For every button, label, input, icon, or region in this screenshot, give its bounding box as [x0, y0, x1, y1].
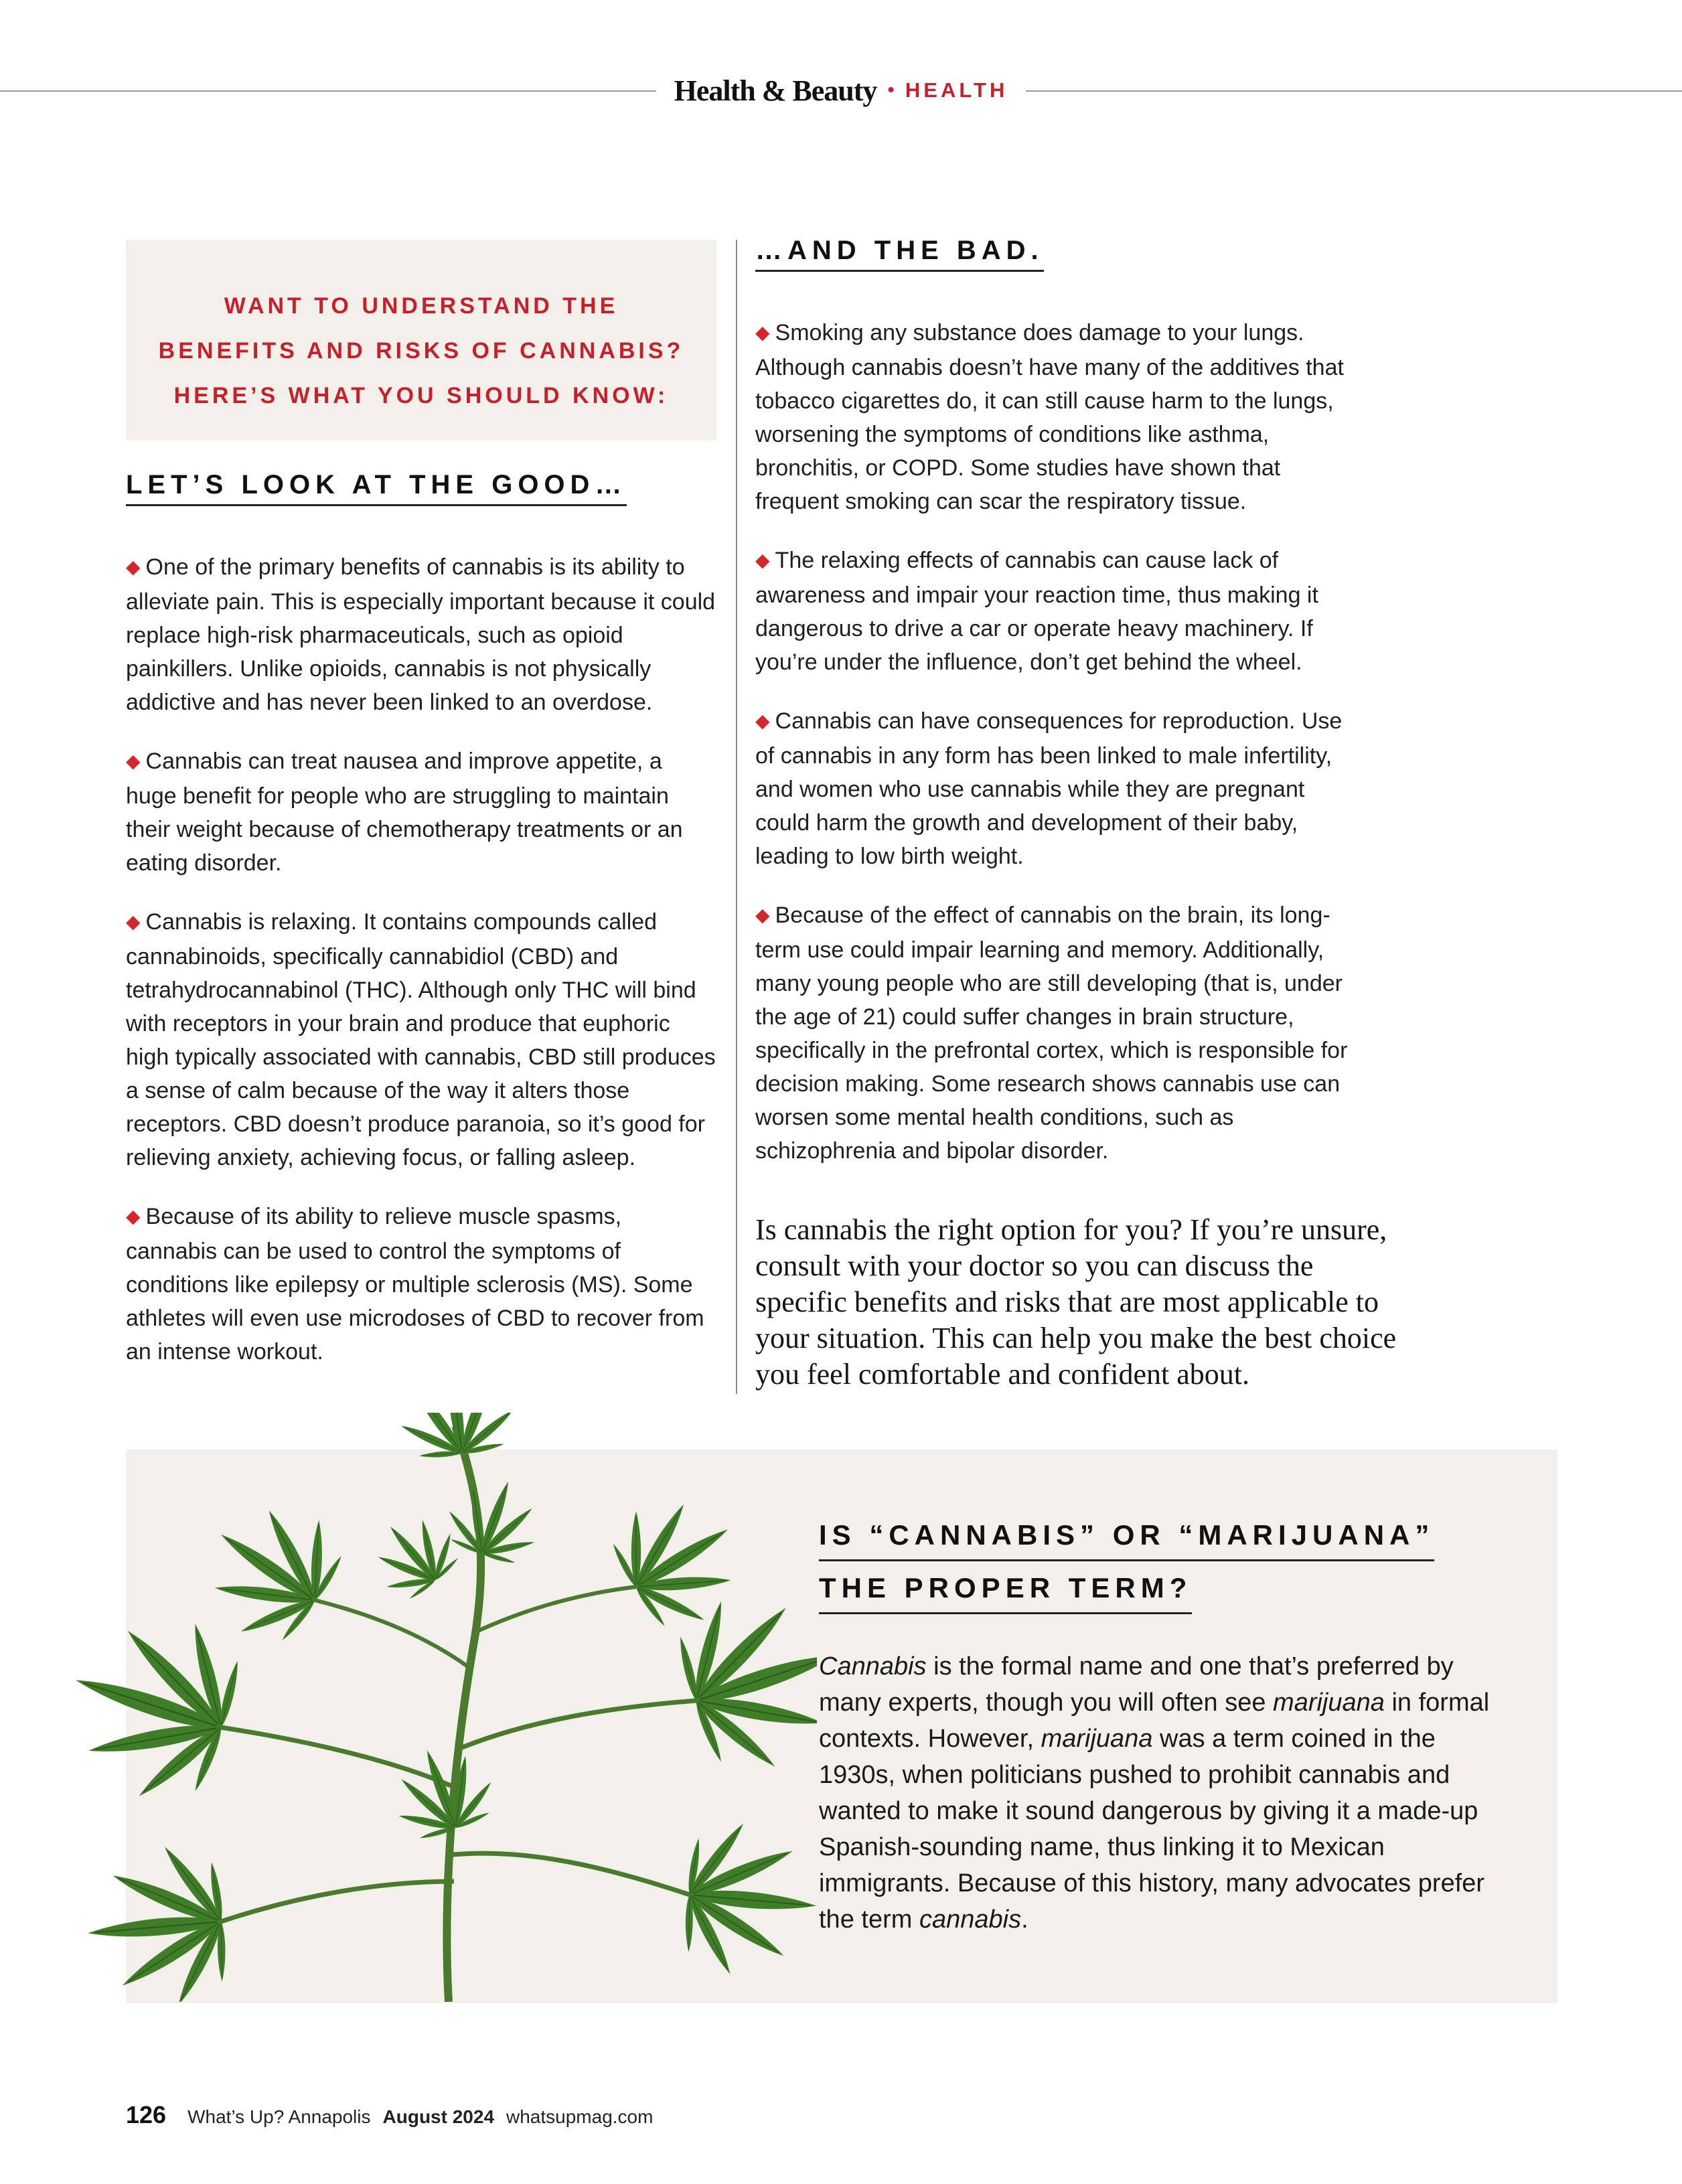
term-marijuana: marijuana: [1273, 1689, 1385, 1717]
sidebar-text: .: [1021, 1905, 1028, 1934]
list-item-text: Cannabis is relaxing. It contains compounds called cannabinoids, specifically cannabidiol (CBD) and tetrahydrocannabinol (THC). Although only THC will bind with receptors in your brain and produce that euphoric high typically associated with cannabis, CBD still produces a sense of calm because of the way it alters those receptors. CBD doesn’t produce paranoia, so it’s good for relieving anxiety, achieving focus, or falling asleep.: [126, 909, 716, 1170]
list-item-text: Smoking any substance does damage to your lungs. Although cannabis doesn’t have many of the additives that tobacco cigarettes do, it can still cause harm to the lungs, worsening the symptoms of conditions like asthma, bronchitis, or COPD. Some studies have shown that frequent smoking can scar the respiratory tissue.: [755, 320, 1344, 514]
list-item: [755, 704, 1358, 873]
list-item: [126, 745, 718, 880]
sidebar-heading-line: THE PROPER TERM?: [819, 1568, 1192, 1614]
header-subsection: HEALTH: [905, 78, 1008, 102]
diamond-bullet-icon: ◆: [755, 550, 770, 570]
good-list: [126, 550, 718, 1394]
diamond-bullet-icon: ◆: [126, 751, 141, 771]
sidebar-heading: [819, 1515, 1522, 1621]
cannabis-plant-illustration: [20, 1413, 817, 2002]
column-divider: [736, 240, 737, 1394]
sidebar-paragraph: [819, 1648, 1515, 1938]
list-item-text: Because of its ability to relieve muscle spasms, cannabis can be used to control the symptoms of conditions like epilepsy or multiple sclerosis (MS). Some athletes will even use microdoses of CBD to recover from an intense workout.: [126, 1204, 704, 1364]
bad-list: [755, 316, 1358, 1193]
term-cannabis: cannabis: [919, 1905, 1022, 1934]
bad-heading: …AND THE BAD.: [755, 236, 1044, 272]
bad-heading-wrap: [755, 236, 1044, 272]
website-url: whatsupmag.com: [506, 2106, 654, 2127]
list-item-text: Because of the effect of cannabis on the brain, its long-term use could impair learning and memory. Additionally, many young people who are still developing (that is, under the age of 21) could suffer changes in brain structure, specifically in the prefrontal cortex, which is responsible for decision making. Some research shows cannabis use can worsen some mental health conditions, such as schizophrenia and bipolar disorder.: [755, 903, 1348, 1164]
term-marijuana: marijuana: [1041, 1725, 1153, 1753]
list-item: [755, 316, 1358, 518]
list-item: [755, 544, 1358, 679]
list-item: [126, 550, 718, 719]
list-item: [126, 1200, 718, 1369]
callout-line: HERE’S WHAT YOU SHOULD KNOW:: [173, 383, 669, 408]
list-item-text: Cannabis can have consequences for reproduction. Use of cannabis in any form has been linked to male infertility, and women who use cannabis while they are pregnant could harm the growth and development of their baby, leading to low birth weight.: [755, 708, 1343, 869]
header-rule-right: [1026, 90, 1682, 92]
list-item-text: Cannabis can treat nausea and improve appetite, a huge benefit for people who are struggling to maintain their weight because of chemotherapy treatments or an eating disorder.: [126, 749, 683, 876]
intro-callout-box: [126, 240, 716, 441]
sidebar-heading-line: IS “CANNABIS” OR “MARIJUANA”: [819, 1515, 1434, 1561]
good-heading: LET’S LOOK AT THE GOOD…: [126, 470, 627, 506]
diamond-bullet-icon: ◆: [126, 556, 141, 577]
diamond-bullet-icon: ◆: [126, 911, 141, 932]
sidebar-text: is the formal name and one that’s preferred by many experts, though you will often see: [819, 1652, 1454, 1717]
callout-line: WANT TO UNDERSTAND THE: [224, 293, 619, 319]
list-item-text: The relaxing effects of cannabis can cause lack of awareness and impair your reaction time, thus making it dangerous to drive a car or operate heavy machinery. If you’re under the influence, don’t get behind the wheel.: [755, 548, 1318, 675]
issue-date: August 2024: [382, 2106, 495, 2127]
page-footer: [126, 2101, 653, 2134]
term-cannabis: Cannabis: [819, 1652, 927, 1681]
list-item: [755, 899, 1358, 1168]
list-item: [126, 905, 718, 1174]
sidebar-text: was a term coined in the 1930s, when politicians pushed to prohibit cannabis and wanted to make it sound dangerous by giving it a made-up Spanish-sounding name, thus linking it to Mexican immigrants. Because of this history, many advocates prefer the term: [819, 1725, 1485, 1934]
running-header: [656, 67, 1026, 114]
list-item-text: One of the primary benefits of cannabis is its ability to alleviate pain. This is especially important because it could replace high-risk pharmaceuticals, such as opioid painkillers. Unlike opioids, cannabis is not physically addictive and has never been linked to an overdose.: [126, 554, 716, 715]
sidebar-text: in formal contexts. However,: [819, 1689, 1490, 1753]
publication-name: What’s Up? Annapolis: [187, 2106, 371, 2127]
page-number: 126: [126, 2101, 167, 2128]
closing-paragraph: Is cannabis the right option for you? If you’re unsure, consult with your doctor so you can discuss the specific benefits and risks that are most applicable to your situation. This can help you make the best choice you feel comfortable and confident about.: [755, 1213, 1397, 1391]
diamond-bullet-icon: ◆: [755, 322, 770, 343]
header-rule-left: [0, 90, 656, 92]
callout-line: BENEFITS AND RISKS OF CANNABIS?: [158, 338, 684, 364]
good-heading-wrap: [126, 470, 627, 506]
header-separator: •: [887, 79, 895, 101]
diamond-bullet-icon: ◆: [755, 710, 770, 731]
diamond-bullet-icon: ◆: [755, 905, 770, 925]
magazine-section-name: Health & Beauty: [674, 74, 877, 107]
diamond-bullet-icon: ◆: [126, 1206, 141, 1227]
